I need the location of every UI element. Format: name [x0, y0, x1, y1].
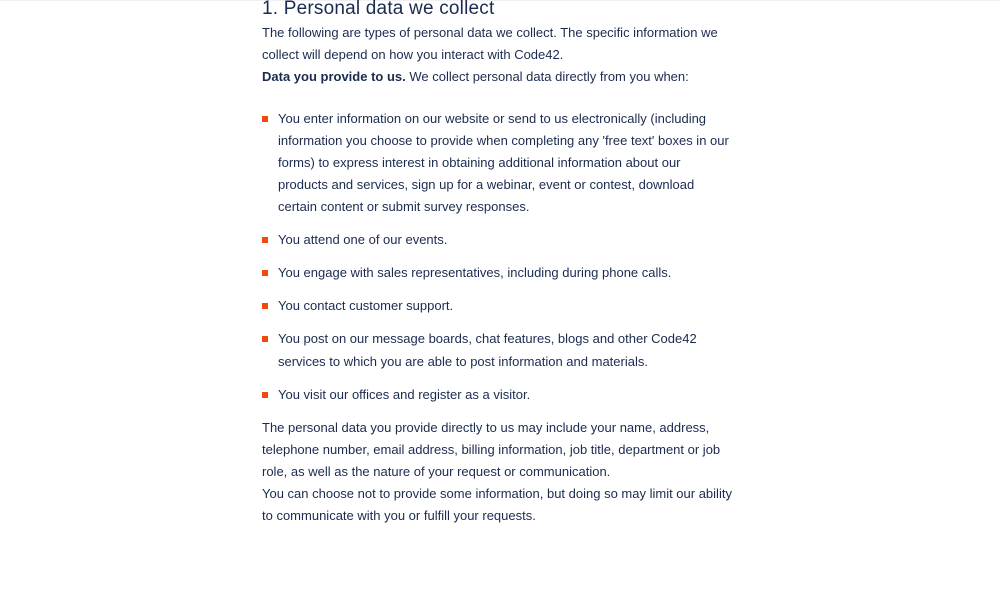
- provided-data-paragraph: The personal data you provide directly to us may include your name, address, telephone number, email address, billing information, job title, department or job role, as well as the nature of your request or communication.: [262, 419, 721, 480]
- data-you-provide-label: Data you provide to us.: [262, 69, 406, 85]
- list-item: [262, 229, 732, 251]
- list-item: [262, 295, 732, 317]
- list-item: [262, 384, 732, 406]
- list-item-text: You enter information on our website or send to us electronically (including information you choose to provide when completing any 'free text' boxes in our forms) to express interest in obtaining additional information about our products and services, sign up for a webinar, event or contest, download certain content or submit survey responses.: [278, 110, 729, 215]
- intro-paragraph: The following are types of personal data we collect. The specific information we collect will depend on how you interact with Code42.: [262, 25, 718, 63]
- list-item: [262, 262, 732, 284]
- square-bullet-icon: [262, 270, 268, 276]
- privacy-section: [262, 0, 732, 528]
- list-item-text: You visit our offices and register as a visitor.: [278, 386, 531, 402]
- square-bullet-icon: [262, 303, 268, 309]
- list-item-text: You post on our message boards, chat features, blogs and other Code42 services to which you are able to post information and materials.: [278, 331, 697, 369]
- list-item-text: You engage with sales representatives, including during phone calls.: [278, 265, 672, 281]
- square-bullet-icon: [262, 392, 268, 398]
- list-item-text: You contact customer support.: [278, 298, 454, 314]
- list-item: [262, 328, 732, 372]
- list-item: [262, 108, 732, 219]
- square-bullet-icon: [262, 237, 268, 243]
- choice-paragraph: You can choose not to provide some information, but doing so may limit our ability to communicate with you or fulfill your requests.: [262, 486, 732, 524]
- data-you-provide-text: We collect personal data directly from you when:: [405, 69, 689, 85]
- section-heading: 1. Personal data we collect: [262, 0, 495, 19]
- square-bullet-icon: [262, 116, 268, 122]
- square-bullet-icon: [262, 336, 268, 342]
- data-you-provide-paragraph: [262, 66, 732, 88]
- collection-methods-list: [262, 108, 732, 406]
- list-item-text: You attend one of our events.: [278, 232, 448, 248]
